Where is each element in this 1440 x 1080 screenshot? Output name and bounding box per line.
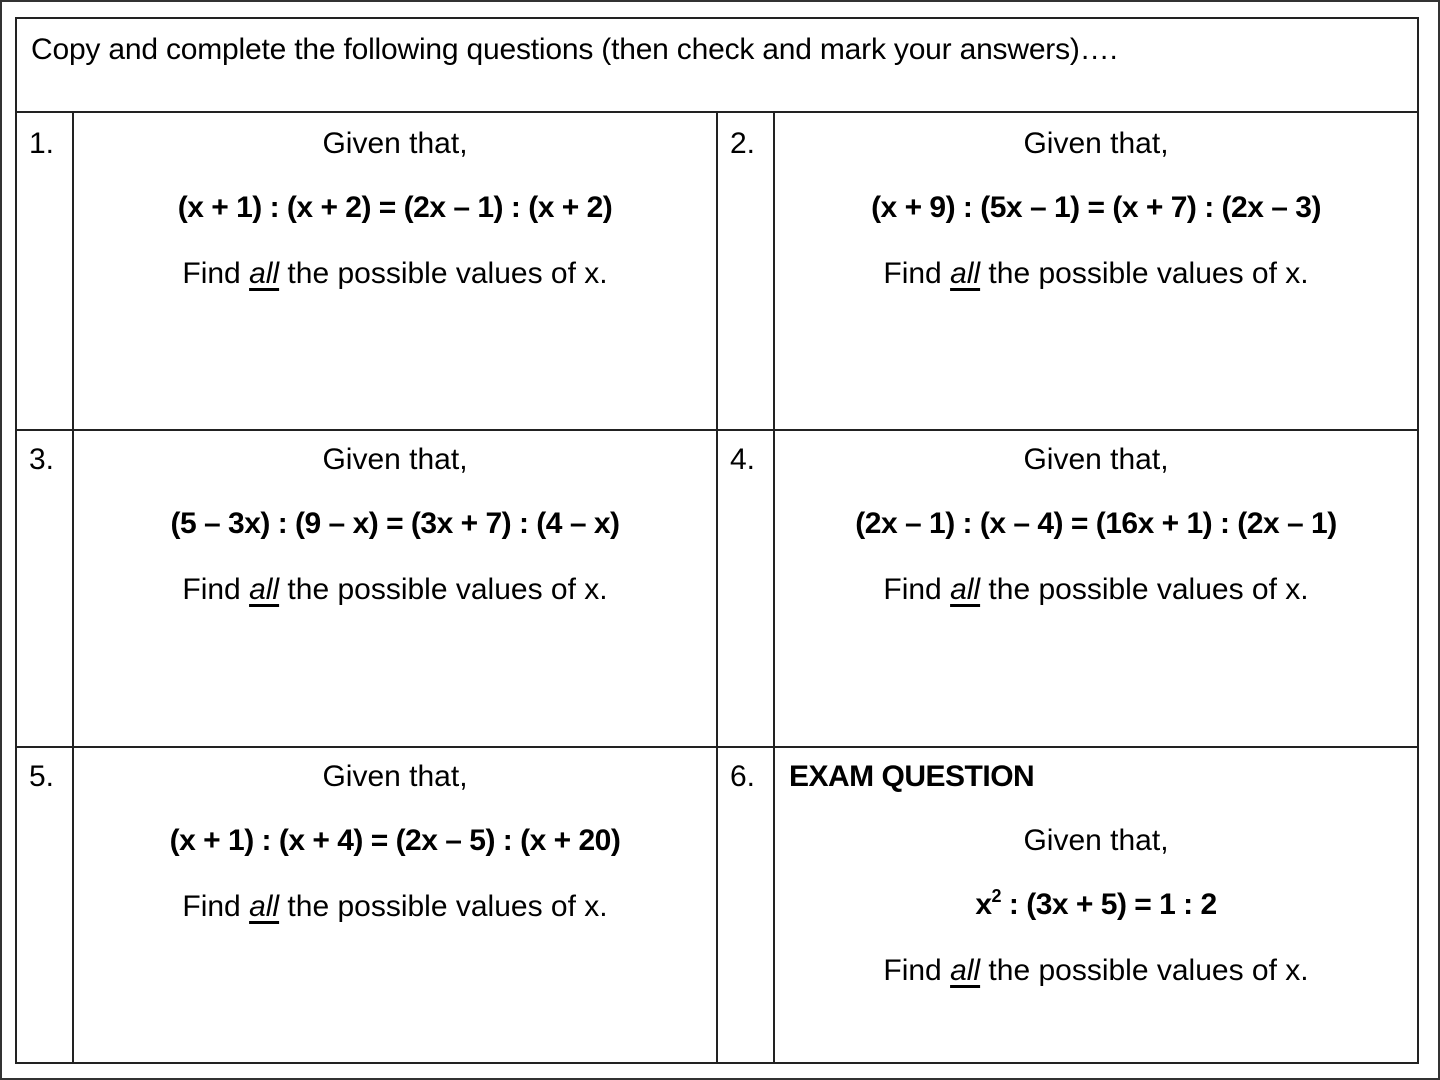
questions-grid xyxy=(17,113,1417,1062)
question-number: 6. xyxy=(730,760,756,793)
question-number: 2. xyxy=(730,127,756,160)
question-1 xyxy=(17,113,717,429)
question-4 xyxy=(718,431,1417,746)
given-text: Given that, xyxy=(322,127,468,160)
question-5 xyxy=(17,748,717,1062)
find-instruction: Find all the possible values of x. xyxy=(182,257,608,290)
find-instruction: Find all the possible values of x. xyxy=(883,257,1309,290)
equation: $x^2$ : (3x + 5) = 1 : 2 xyxy=(975,886,1217,921)
question-6 xyxy=(718,748,1417,1062)
given-text: Given that, xyxy=(1023,443,1169,476)
equation: (x + 1) : (x + 4) = (2x – 5) : (x + 20) xyxy=(169,824,621,857)
question-2 xyxy=(718,113,1417,429)
question-number: 4. xyxy=(730,443,756,476)
equation: (5 – 3x) : (9 – x) = (3x + 7) : (4 – x) xyxy=(170,507,620,540)
question-number: 3. xyxy=(29,443,55,476)
given-text: Given that, xyxy=(1023,824,1169,857)
question-3 xyxy=(17,431,717,746)
given-text: Given that, xyxy=(322,443,468,476)
given-text: Given that, xyxy=(1023,127,1169,160)
exam-question-label: EXAM QUESTION xyxy=(789,760,1035,793)
find-instruction: Find all the possible values of x. xyxy=(883,954,1309,987)
equation: (x + 9) : (5x – 1) = (x + 7) : (2x – 3) xyxy=(871,191,1321,224)
question-number: 1. xyxy=(29,127,55,160)
instructions-text: Copy and complete the following questions (then check and mark your answers)…. xyxy=(31,33,1118,66)
equation: (x + 1) : (x + 2) = (2x – 1) : (x + 2) xyxy=(177,191,613,224)
worksheet-table xyxy=(15,17,1419,1064)
given-text: Given that, xyxy=(322,760,468,793)
instructions-row xyxy=(17,19,1417,113)
equation: (2x – 1) : (x – 4) = (16x + 1) : (2x – 1) xyxy=(855,507,1337,540)
find-instruction: Find all the possible values of x. xyxy=(182,573,608,606)
find-instruction: Find all the possible values of x. xyxy=(883,573,1309,606)
question-number: 5. xyxy=(29,760,55,793)
find-instruction: Find all the possible values of x. xyxy=(182,890,608,923)
